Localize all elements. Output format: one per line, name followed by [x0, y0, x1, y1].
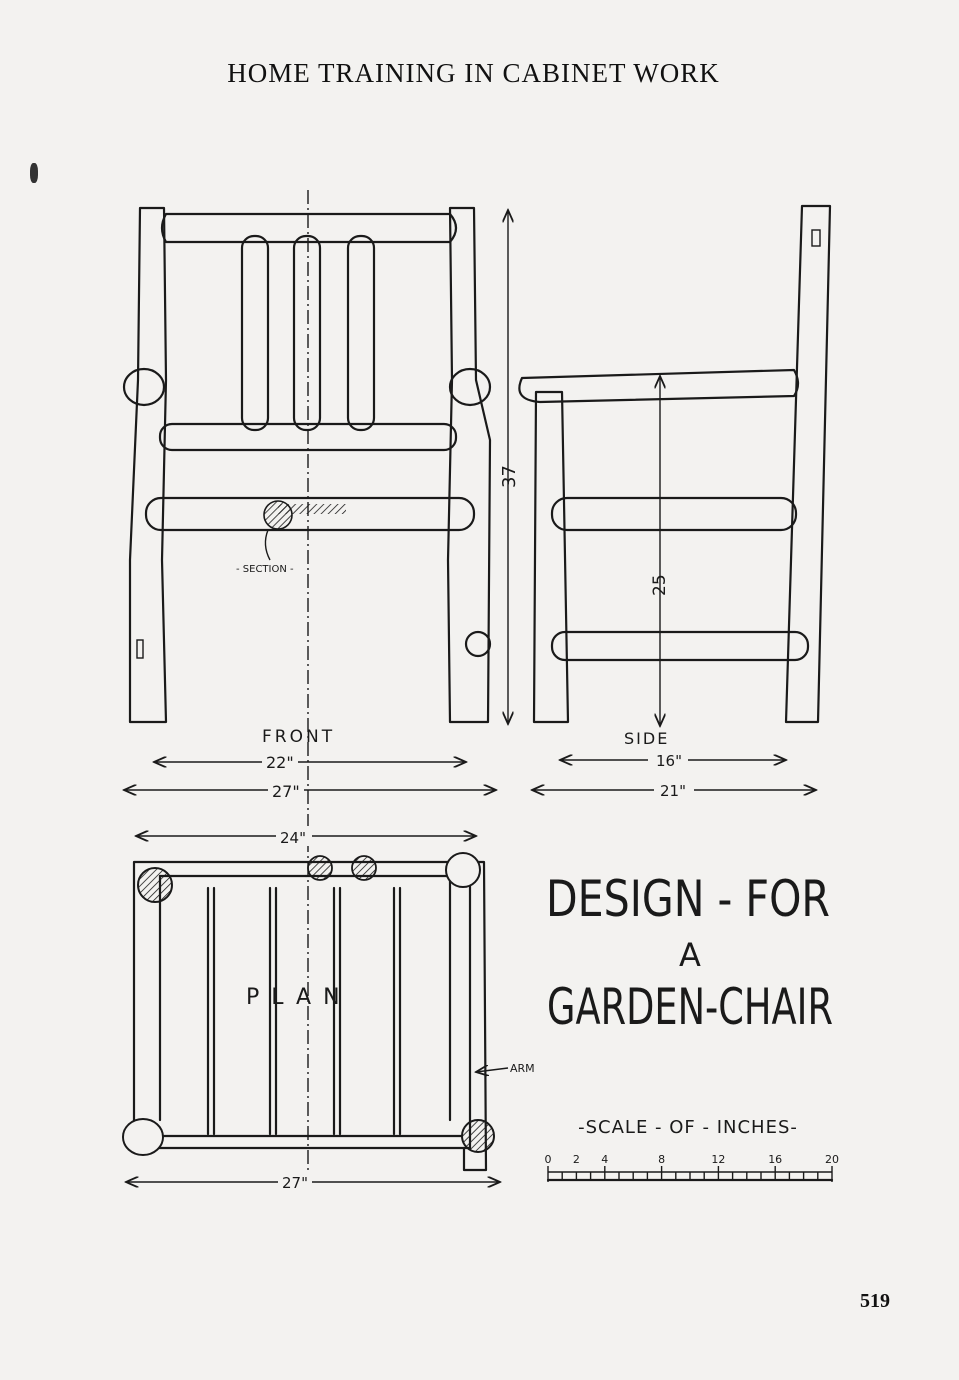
scale-tick-label: 20	[825, 1153, 839, 1166]
front-inner-width: 22"	[266, 753, 294, 772]
scale-tick-label: 0	[544, 1153, 552, 1166]
front-view-label: FRONT	[262, 727, 336, 747]
front-right-post	[448, 208, 490, 722]
side-seat-rail	[552, 498, 796, 530]
side-inner-depth: 16"	[656, 752, 682, 770]
section-leader	[265, 530, 270, 560]
plan-slat-end	[308, 856, 332, 880]
plan-front-right-post	[446, 853, 480, 887]
front-right-peg-hole	[466, 632, 490, 656]
plan-slat-end	[352, 856, 376, 880]
arm-label: ARM	[510, 1062, 535, 1075]
front-left-arm-end	[124, 369, 164, 405]
scale-minor-ticks	[562, 1166, 818, 1180]
plan-front-left-post	[138, 868, 172, 902]
section-label: - SECTION -	[236, 564, 294, 575]
title-block	[546, 870, 833, 1036]
side-front-post	[534, 392, 568, 722]
side-view	[519, 206, 830, 800]
side-back-post-mortise	[812, 230, 820, 246]
scale-tick-label: 16	[768, 1153, 783, 1166]
plan-view-label: PLAN	[246, 985, 352, 1010]
plan-slats	[208, 888, 400, 1134]
title-line-1: DESIGN - FOR	[546, 870, 830, 928]
scale-tick-label: 2	[572, 1153, 580, 1166]
page-number: 519	[860, 1290, 890, 1312]
arm-leader	[476, 1068, 508, 1072]
section-cut-slat	[278, 504, 346, 514]
title-line-3: GARDEN-CHAIR	[547, 978, 833, 1036]
height-dimension: 37	[499, 465, 520, 488]
plan-back-left-post	[123, 1119, 163, 1155]
scale-label: -SCALE - OF - INCHES-	[578, 1117, 798, 1138]
scale-tick-label: 4	[601, 1153, 609, 1166]
plan-view	[123, 826, 535, 1192]
front-view	[124, 190, 520, 1190]
scale-tick-label: 12	[711, 1153, 726, 1166]
side-outer-depth: 21"	[660, 782, 686, 800]
title-line-2: A	[679, 936, 701, 974]
front-left-peg	[137, 640, 143, 658]
plan-outer-width: 27"	[282, 1174, 308, 1192]
plan-inner-width: 24"	[280, 829, 306, 847]
front-top-rail	[162, 214, 456, 242]
front-back-slat-right	[348, 236, 374, 430]
side-lower-rail	[552, 632, 808, 660]
front-left-post	[130, 208, 166, 722]
scale-tick-labels	[545, 1153, 840, 1166]
front-back-slat-middle	[294, 236, 320, 430]
front-outer-width: 27"	[272, 782, 300, 801]
front-right-arm-end	[450, 369, 490, 405]
plan-back-right-post	[462, 1120, 494, 1152]
scale-of-inches	[545, 1117, 840, 1182]
front-back-slat-left	[242, 236, 268, 430]
running-head: HOME TRAINING IN CABINET WORK	[227, 58, 720, 88]
side-view-label: SIDE	[624, 729, 670, 748]
scale-tick-label: 8	[658, 1153, 666, 1166]
seat-height-dimension: 25	[650, 574, 670, 596]
